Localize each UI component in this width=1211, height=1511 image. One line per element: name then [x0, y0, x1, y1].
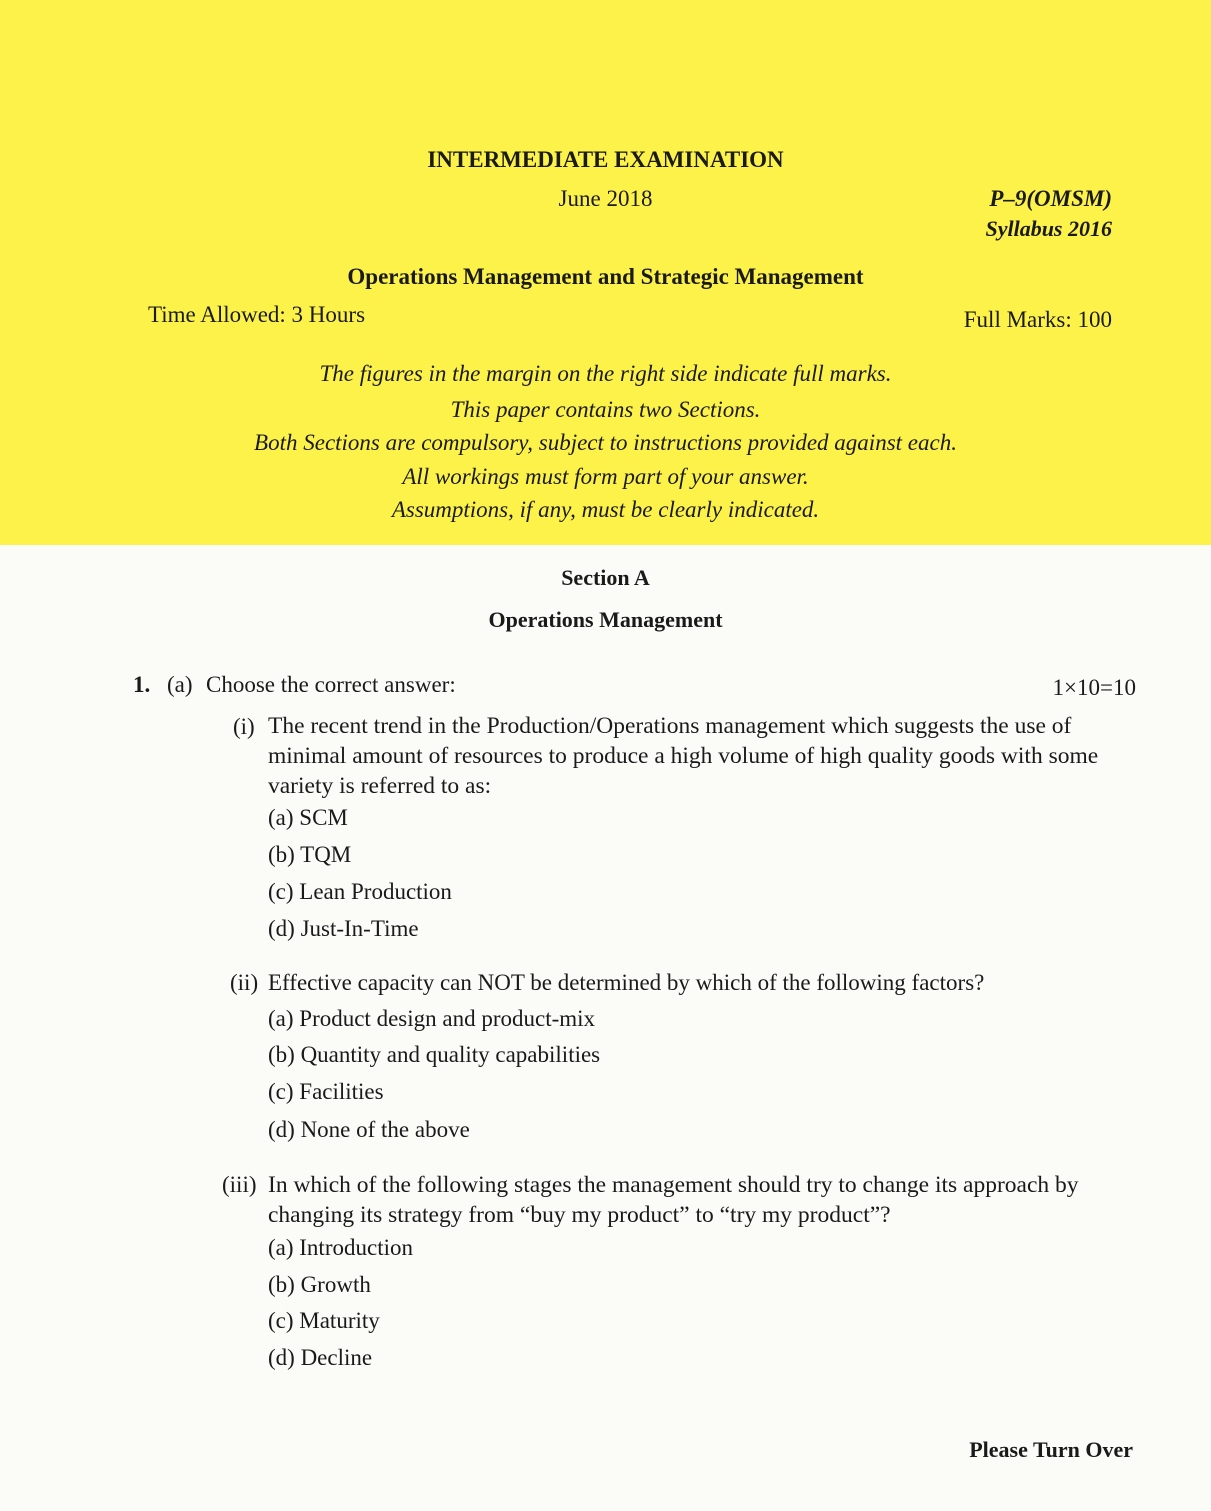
- please-turn-over: Please Turn Over: [969, 1437, 1133, 1462]
- sub-question-number: (iii): [222, 1172, 257, 1197]
- question-marks: 1×10=10: [1052, 675, 1136, 700]
- option: (d) Decline: [268, 1345, 373, 1370]
- time-allowed: Time Allowed: 3 Hours: [148, 302, 366, 327]
- option: (c) Lean Production: [268, 879, 452, 904]
- instruction-line: The figures in the margin on the right side indicate full marks.: [319, 361, 892, 386]
- question-number: 1.: [133, 672, 151, 697]
- full-marks: Full Marks: 100: [963, 307, 1112, 332]
- paper-title: Operations Management and Strategic Management: [347, 264, 864, 289]
- instruction-line: Assumptions, if any, must be clearly indicated.: [391, 497, 820, 522]
- option: (d) Just-In-Time: [268, 916, 419, 941]
- exam-title: INTERMEDIATE EXAMINATION: [427, 147, 784, 172]
- option: (a) Introduction: [268, 1235, 413, 1260]
- section-title: Section A: [561, 565, 650, 590]
- option: (c) Facilities: [268, 1079, 384, 1104]
- sub-question-number: (i): [233, 714, 255, 739]
- syllabus: Syllabus 2016: [985, 216, 1112, 241]
- exam-session: June 2018: [558, 186, 653, 211]
- paper-code: P–9(OMSM): [989, 186, 1112, 211]
- instruction-line: Both Sections are compulsory, subject to instructions provided against each.: [254, 430, 957, 455]
- sub-question-text: Effective capacity can NOT be determined by which of the following factors?: [268, 970, 985, 995]
- sub-question-text: The recent trend in the Production/Operations management which suggests the use of minimal amount of resources to produce a high volume of high quality goods with some variety is referred to as:: [268, 713, 1099, 799]
- option: (d) None of the above: [268, 1117, 470, 1142]
- sub-question-number: (ii): [230, 970, 259, 995]
- option: (b) TQM: [268, 842, 352, 867]
- option: (c) Maturity: [268, 1308, 380, 1333]
- question-part: (a): [167, 672, 193, 697]
- option: (b) Quantity and quality capabilities: [268, 1042, 601, 1067]
- section-subtitle: Operations Management: [488, 607, 723, 632]
- option: (a) Product design and product-mix: [268, 1006, 596, 1031]
- instruction-line: All workings must form part of your answer.: [402, 464, 809, 489]
- option: (b) Growth: [268, 1272, 371, 1297]
- option: (a) SCM: [268, 805, 348, 830]
- instruction-line: This paper contains two Sections.: [450, 397, 761, 422]
- sub-question-text: In which of the following stages the management should try to change its approach by changing its strategy from “buy my product” to “try my product”?: [268, 1172, 1079, 1228]
- question-prompt: Choose the correct answer:: [206, 672, 456, 697]
